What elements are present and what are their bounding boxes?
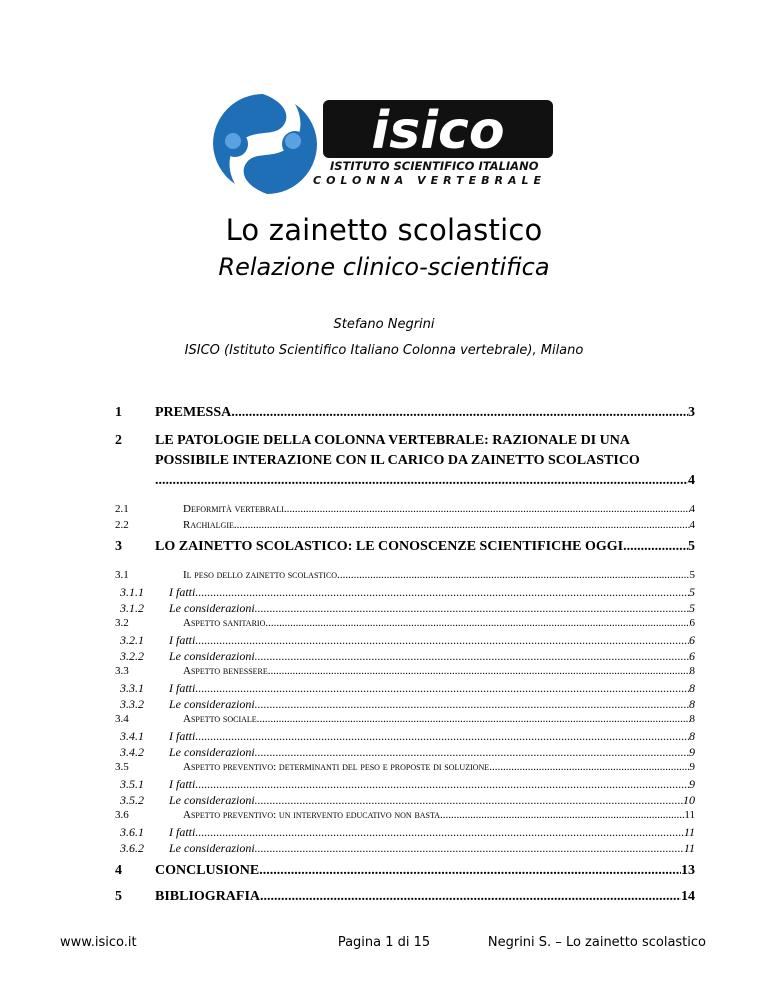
toc-leader <box>337 569 689 581</box>
toc-number: 3.2.2 <box>120 649 144 663</box>
toc-number: 4 <box>115 863 122 878</box>
toc-text: Le considerazioni <box>169 841 255 855</box>
logo-wordmark <box>313 100 553 187</box>
logo-name: isico <box>371 101 505 161</box>
toc-page: 5 <box>689 569 695 581</box>
toc-number: 2.2 <box>115 519 129 531</box>
toc-text: Le considerazioni <box>169 697 255 711</box>
toc-number: 2.1 <box>115 503 129 515</box>
author-name: Stefano Negrini <box>333 317 435 332</box>
toc-text: BIBLIOGRAFIA <box>155 889 261 904</box>
toc-text: Aspetto sanitario <box>183 617 266 629</box>
toc-page: 13 <box>681 863 695 878</box>
toc-page: 6 <box>689 633 695 647</box>
toc-entry[interactable] <box>115 745 695 760</box>
toc-entry[interactable] <box>115 713 695 725</box>
toc-entry[interactable] <box>115 585 695 600</box>
toc-text: I fatti <box>169 777 196 791</box>
toc-page: 3 <box>688 405 695 420</box>
toc-page: 9 <box>689 745 695 759</box>
toc-text: CONCLUSIONE <box>155 863 260 878</box>
toc-entry[interactable] <box>115 729 695 744</box>
toc-text: I fatti <box>169 585 196 599</box>
toc-leader <box>260 889 681 905</box>
isico-logo <box>205 86 565 196</box>
toc-page: 10 <box>683 793 695 807</box>
toc-leader <box>255 793 683 808</box>
toc-number: 2 <box>115 433 122 448</box>
toc-leader <box>195 825 684 840</box>
author-affiliation: ISICO (Istituto Scientifico Italiano Colonna vertebrale), Milano <box>184 343 584 358</box>
toc-text: I fatti <box>169 633 196 647</box>
toc-entry[interactable] <box>115 519 695 531</box>
toc-page: 5 <box>688 539 695 554</box>
toc-text: Aspetto preventivo: un intervento educativo non basta <box>183 809 441 821</box>
toc-page: 5 <box>689 585 695 599</box>
toc-page: 9 <box>689 777 695 791</box>
toc-number: 3.1.2 <box>120 601 144 615</box>
toc-number: 3.2.1 <box>120 633 144 647</box>
toc-page: 9 <box>689 761 695 773</box>
toc-number: 1 <box>115 405 122 420</box>
toc-text: PREMESSA <box>155 405 232 420</box>
document-title: Lo zainetto scolastico <box>225 213 543 247</box>
logo-line1: ISTITUTO SCIENTIFICO ITALIANO <box>330 159 539 173</box>
toc-entry[interactable] <box>115 863 695 879</box>
footer-page-number: Pagina 1 di 15 <box>337 935 431 950</box>
toc-text-line1: LE PATOLOGIE DELLA COLONNA VERTEBRALE: RAZIONALE DI UNA <box>155 433 630 448</box>
toc-text: Rachialgie <box>183 519 234 531</box>
toc-number: 3.3.1 <box>120 681 144 695</box>
toc-text: I fatti <box>169 825 196 839</box>
toc-entry-continued[interactable] <box>115 473 695 489</box>
toc-leader <box>231 405 688 421</box>
toc-entry[interactable] <box>115 825 695 840</box>
toc-leader <box>255 601 689 616</box>
toc-entry[interactable] <box>115 681 695 696</box>
toc-text: Le considerazioni <box>169 601 255 615</box>
toc-page: 8 <box>689 713 695 725</box>
toc-leader <box>268 665 690 677</box>
toc-leader <box>255 697 689 712</box>
toc-number: 5 <box>115 889 122 904</box>
toc-number: 3.5.2 <box>120 793 144 807</box>
toc-leader <box>195 777 689 792</box>
toc-page: 4 <box>688 473 695 488</box>
toc-entry[interactable] <box>115 841 695 856</box>
toc-number: 3.2 <box>115 617 129 629</box>
toc-entry[interactable] <box>115 617 695 629</box>
toc-entry[interactable] <box>115 539 695 555</box>
toc-page: 14 <box>681 889 695 904</box>
toc-leader <box>195 729 689 744</box>
toc-number: 3.5.1 <box>120 777 144 791</box>
toc-number: 3.1.1 <box>120 585 144 599</box>
toc-entry[interactable] <box>115 793 695 808</box>
toc-number: 3.6.2 <box>120 841 144 855</box>
toc-page: 6 <box>689 617 695 629</box>
toc-leader <box>284 503 690 515</box>
toc-page: 8 <box>689 729 695 743</box>
footer-website[interactable]: www.isico.it <box>60 935 137 950</box>
toc-text: Le considerazioni <box>169 793 255 807</box>
toc-text: Le considerazioni <box>169 649 255 663</box>
toc-leader <box>255 649 689 664</box>
toc-page: 8 <box>689 665 695 677</box>
toc-entry[interactable] <box>115 503 695 515</box>
toc-number: 3.3 <box>115 665 129 677</box>
toc-text: LO ZAINETTO SCOLASTICO: LE CONOSCENZE SCIENTIFICHE OGGI <box>155 539 624 554</box>
toc-page: 11 <box>684 809 695 821</box>
toc-number: 3.3.2 <box>120 697 144 711</box>
toc-page: 4 <box>689 519 695 531</box>
toc-entry[interactable] <box>115 761 695 773</box>
toc-leader <box>155 473 688 489</box>
toc-number: 3.4.1 <box>120 729 144 743</box>
toc-entry[interactable] <box>115 697 695 712</box>
toc-page: 8 <box>689 681 695 695</box>
logo-line2: COLONNA VERTEBRALE <box>313 174 547 187</box>
toc-leader <box>255 745 689 760</box>
toc-leader <box>234 519 690 531</box>
toc-entry[interactable] <box>115 433 695 449</box>
footer-running-title: Negrini S. – Lo zainetto scolastico <box>487 935 706 950</box>
toc-entry[interactable] <box>115 633 695 648</box>
toc-leader <box>623 539 688 555</box>
toc-leader <box>195 681 689 696</box>
toc-text: I fatti <box>169 729 196 743</box>
toc-text: I fatti <box>169 681 196 695</box>
toc-number: 3.5 <box>115 761 129 773</box>
toc-entry-continued[interactable] <box>115 453 695 469</box>
toc-entry[interactable] <box>115 649 695 664</box>
toc-entry[interactable] <box>115 889 695 905</box>
toc-page: 4 <box>689 503 695 515</box>
toc-text: Aspetto benessere <box>183 665 268 677</box>
toc-page: 5 <box>689 601 695 615</box>
toc-number: 3.4 <box>115 713 129 725</box>
toc-text-line2: POSSIBILE INTERAZIONE CON IL CARICO DA ZAINETTO SCOLASTICO <box>155 453 640 468</box>
toc-entry[interactable] <box>115 777 695 792</box>
toc-leader <box>195 585 689 600</box>
toc-leader <box>265 617 689 629</box>
toc-entry[interactable] <box>115 569 695 581</box>
toc-entry[interactable] <box>115 601 695 616</box>
toc-leader <box>255 841 684 856</box>
toc-number: 3.1 <box>115 569 129 581</box>
toc-text: Aspetto sociale <box>183 713 257 725</box>
toc-text: Il peso dello zainetto scolastico <box>183 569 338 581</box>
toc-leader <box>257 713 690 725</box>
toc-entry[interactable] <box>115 809 695 821</box>
toc-leader <box>195 633 689 648</box>
toc-number: 3.6 <box>115 809 129 821</box>
toc-number: 3.6.1 <box>120 825 144 839</box>
toc-leader <box>489 761 689 773</box>
toc-page: 6 <box>689 649 695 663</box>
toc-page: 11 <box>683 825 695 839</box>
toc-page: 11 <box>683 841 695 855</box>
toc-leader <box>440 809 684 821</box>
toc-text: Deformità vertebrali <box>183 503 284 515</box>
toc-entry[interactable] <box>115 665 695 677</box>
toc-leader <box>259 863 681 879</box>
toc-number: 3.4.2 <box>120 745 144 759</box>
toc-entry[interactable] <box>115 405 695 421</box>
toc-number: 3 <box>115 539 122 554</box>
logo-emblem <box>213 94 317 194</box>
toc-page: 8 <box>689 697 695 711</box>
document-subtitle: Relazione clinico-scientifica <box>218 253 550 281</box>
toc-text: Aspetto preventivo: determinanti del peso e proposte di soluzione <box>183 761 490 773</box>
toc-text: Le considerazioni <box>169 745 255 759</box>
